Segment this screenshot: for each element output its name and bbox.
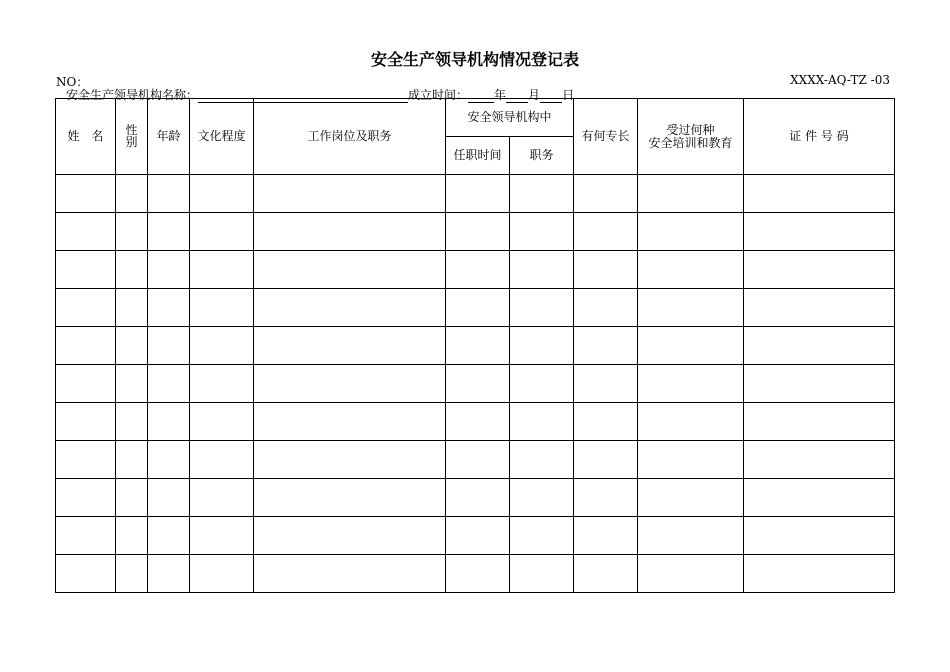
- table-cell[interactable]: [574, 175, 638, 213]
- header-education: 文化程度: [190, 99, 254, 175]
- table-cell[interactable]: [56, 555, 116, 593]
- table-cell[interactable]: [56, 365, 116, 403]
- table-cell[interactable]: [638, 251, 744, 289]
- table-cell[interactable]: [510, 479, 574, 517]
- table-cell[interactable]: [510, 175, 574, 213]
- table-row: [56, 517, 895, 555]
- table-cell[interactable]: [638, 517, 744, 555]
- table-cell[interactable]: [116, 441, 148, 479]
- table-cell[interactable]: [574, 441, 638, 479]
- table-cell[interactable]: [254, 517, 446, 555]
- table-cell[interactable]: [254, 403, 446, 441]
- table-cell[interactable]: [56, 289, 116, 327]
- header-name: 姓 名: [56, 99, 116, 175]
- header-gender-line2: 别: [125, 135, 138, 149]
- table-row: [56, 175, 895, 213]
- table-cell[interactable]: [574, 327, 638, 365]
- document-code: XXXX-AQ-TZ -03: [790, 73, 890, 87]
- table-cell[interactable]: [638, 327, 744, 365]
- month-label: 月: [528, 88, 541, 102]
- table-cell[interactable]: [148, 403, 190, 441]
- table-cell[interactable]: [116, 403, 148, 441]
- table-cell[interactable]: [574, 251, 638, 289]
- table-cell[interactable]: [116, 517, 148, 555]
- table-cell[interactable]: [510, 327, 574, 365]
- table-cell[interactable]: [744, 441, 895, 479]
- table-row: [56, 441, 895, 479]
- table-cell[interactable]: [744, 213, 895, 251]
- table-cell[interactable]: [254, 555, 446, 593]
- org-name-label: 安全生产领导机构名称：: [66, 88, 199, 102]
- registration-table: [55, 98, 895, 593]
- year-label: 年: [494, 88, 507, 102]
- table-cell[interactable]: [446, 365, 510, 403]
- established-label: 成立时间：: [408, 88, 469, 102]
- header-position: 工作岗位及职务: [254, 99, 446, 175]
- table-cell[interactable]: [254, 479, 446, 517]
- header-id-number: 证 件 号 码: [744, 99, 895, 175]
- table-row: [56, 365, 895, 403]
- table-row: [56, 213, 895, 251]
- table-cell[interactable]: [446, 555, 510, 593]
- table-cell[interactable]: [744, 555, 895, 593]
- table-cell[interactable]: [116, 479, 148, 517]
- header-training: [638, 99, 744, 175]
- table-cell[interactable]: [446, 289, 510, 327]
- table-cell[interactable]: [56, 517, 116, 555]
- table-cell[interactable]: [190, 327, 254, 365]
- table-cell[interactable]: [574, 555, 638, 593]
- table-cell[interactable]: [744, 403, 895, 441]
- table-cell[interactable]: [116, 289, 148, 327]
- table-cell[interactable]: [744, 479, 895, 517]
- table-cell[interactable]: [148, 555, 190, 593]
- table-cell[interactable]: [510, 365, 574, 403]
- table-cell[interactable]: [56, 403, 116, 441]
- table-cell[interactable]: [574, 517, 638, 555]
- table-cell[interactable]: [446, 213, 510, 251]
- header-gender-line1: 性: [125, 123, 138, 137]
- table-cell[interactable]: [56, 251, 116, 289]
- table-cell[interactable]: [638, 213, 744, 251]
- table-cell[interactable]: [638, 175, 744, 213]
- table-cell[interactable]: [116, 555, 148, 593]
- form-number-label: NO：: [56, 75, 89, 89]
- table-cell[interactable]: [190, 213, 254, 251]
- day-label: 日: [562, 88, 575, 102]
- table-cell[interactable]: [638, 289, 744, 327]
- table-cell[interactable]: [254, 213, 446, 251]
- table-cell[interactable]: [56, 479, 116, 517]
- table-cell[interactable]: [446, 441, 510, 479]
- table-cell[interactable]: [744, 327, 895, 365]
- table-cell[interactable]: [446, 251, 510, 289]
- table-cell[interactable]: [254, 289, 446, 327]
- table-cell[interactable]: [254, 365, 446, 403]
- table-cell[interactable]: [148, 517, 190, 555]
- table-cell[interactable]: [254, 251, 446, 289]
- table-cell[interactable]: [190, 403, 254, 441]
- table-cell[interactable]: [116, 213, 148, 251]
- header-age: 年龄: [148, 99, 190, 175]
- table-cell[interactable]: [638, 365, 744, 403]
- table-body: [56, 175, 895, 593]
- header-gender: [116, 99, 148, 175]
- table-cell[interactable]: [148, 175, 190, 213]
- table-cell[interactable]: [510, 441, 574, 479]
- table-row: [56, 289, 895, 327]
- header-row-1: [56, 99, 895, 137]
- table-cell[interactable]: [148, 213, 190, 251]
- table-cell[interactable]: [744, 251, 895, 289]
- table-cell[interactable]: [56, 327, 116, 365]
- table-row: [56, 403, 895, 441]
- table-cell[interactable]: [744, 365, 895, 403]
- header-specialty: 有何专长: [574, 99, 638, 175]
- table-cell[interactable]: [254, 441, 446, 479]
- table-row: [56, 555, 895, 593]
- header-tenure: 任职时间: [446, 137, 510, 175]
- table-cell[interactable]: [116, 365, 148, 403]
- table-cell[interactable]: [190, 289, 254, 327]
- table-cell[interactable]: [510, 251, 574, 289]
- table-cell[interactable]: [574, 365, 638, 403]
- table-cell[interactable]: [148, 365, 190, 403]
- form-title: 安全生产领导机构情况登记表: [370, 50, 579, 69]
- table-cell[interactable]: [510, 517, 574, 555]
- table-cell[interactable]: [254, 327, 446, 365]
- table-cell[interactable]: [638, 441, 744, 479]
- table-cell[interactable]: [254, 175, 446, 213]
- table-row: [56, 251, 895, 289]
- table-cell[interactable]: [148, 289, 190, 327]
- table-cell[interactable]: [510, 289, 574, 327]
- table-cell[interactable]: [56, 441, 116, 479]
- table-cell[interactable]: [744, 517, 895, 555]
- header-duty: 职务: [510, 137, 574, 175]
- table-cell[interactable]: [116, 251, 148, 289]
- table-cell[interactable]: [638, 403, 744, 441]
- table-cell[interactable]: [56, 175, 116, 213]
- table-cell[interactable]: [116, 327, 148, 365]
- table-cell[interactable]: [190, 365, 254, 403]
- table-row: [56, 479, 895, 517]
- table-cell[interactable]: [638, 555, 744, 593]
- table-cell[interactable]: [148, 251, 190, 289]
- table-cell[interactable]: [446, 175, 510, 213]
- table-cell[interactable]: [574, 403, 638, 441]
- table-cell[interactable]: [190, 479, 254, 517]
- table-cell[interactable]: [190, 251, 254, 289]
- table-cell[interactable]: [148, 479, 190, 517]
- table-cell[interactable]: [116, 175, 148, 213]
- table-cell[interactable]: [510, 213, 574, 251]
- table-cell[interactable]: [574, 289, 638, 327]
- table-row: [56, 327, 895, 365]
- header-training-line1: 受过何种: [666, 122, 715, 137]
- table-cell[interactable]: [190, 517, 254, 555]
- table-cell[interactable]: [446, 479, 510, 517]
- header-leadership-group: 安全领导机构中: [446, 99, 574, 137]
- table-cell[interactable]: [510, 555, 574, 593]
- table-cell[interactable]: [510, 403, 574, 441]
- table-cell[interactable]: [190, 441, 254, 479]
- table-cell[interactable]: [574, 479, 638, 517]
- table-cell[interactable]: [638, 479, 744, 517]
- table-cell[interactable]: [744, 289, 895, 327]
- table-cell[interactable]: [190, 555, 254, 593]
- table-cell[interactable]: [446, 327, 510, 365]
- header-training-line2: 安全培训和教育: [648, 135, 733, 150]
- table-cell[interactable]: [744, 175, 895, 213]
- table-cell[interactable]: [574, 213, 638, 251]
- table-cell[interactable]: [446, 403, 510, 441]
- table-cell[interactable]: [190, 175, 254, 213]
- table-cell[interactable]: [148, 441, 190, 479]
- table-cell[interactable]: [56, 213, 116, 251]
- table-cell[interactable]: [148, 327, 190, 365]
- table-cell[interactable]: [446, 517, 510, 555]
